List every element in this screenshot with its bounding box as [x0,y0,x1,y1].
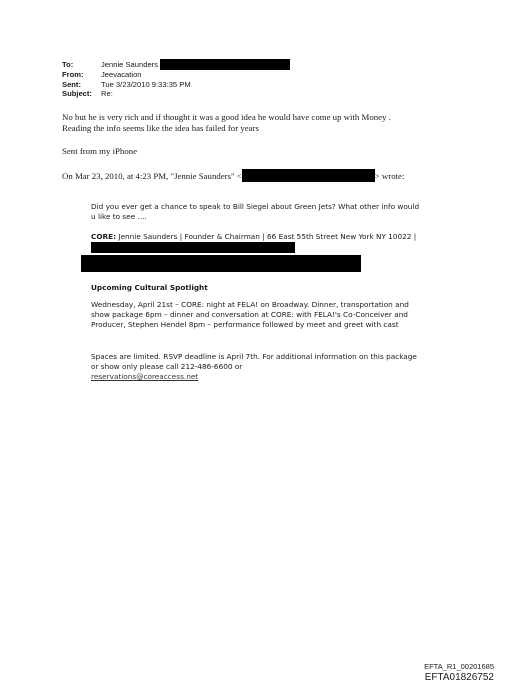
reply-line-2: Reading the info seems like the idea has failed for years [62,123,259,133]
sent-value: Tue 3/23/2010 9:33:35 PM [101,79,191,89]
quote-intro-text: On Mar 23, 2010, at 4:23 PM, "Jennie Saunders" < [62,171,242,181]
reservations-email-link[interactable]: reservations@coreaccess.net [91,372,199,381]
redaction-box [81,255,361,272]
signature-details: Jennie Saunders | Founder & Chairman | 66 East 55th Street New York NY 10022 | [116,232,417,241]
redaction-box [160,59,290,70]
signature-company: CORE: [91,232,117,241]
reply-line-1: No but he is very rich and if thought it was a good idea he would have come up with Money . [62,112,391,122]
subject-label: Subject: [62,89,92,99]
subject-row [62,89,290,99]
event-details: Wednesday, April 21st – CORE: night at FELA! on Broadway. Dinner, transportation and show package 6pm – dinner and conversation at CORE: with FELA!'s Co-Conceiver and Producer, Stephen Hendel 8pm – performance followed by meet and greet with cast [91,300,409,329]
sent-from-line: Sent from my iPhone [62,146,138,156]
redaction-box [242,169,375,182]
spaces-text: Spaces are limited. RSVP deadline is April 7th. For additional information on this package or show only please call 212-486-6600 or [91,352,417,371]
spaces-info [91,352,421,382]
quote-intro-line [62,169,492,182]
from-label: From: [62,70,84,79]
sent-label: Sent: [62,79,81,89]
from-value: Jeevacation [101,70,142,79]
to-value: Jennie Saunders [101,60,158,69]
to-row [62,60,290,70]
email-header [62,60,290,99]
signature-block [91,232,421,254]
quote-wrote-text: > wrote: [374,171,405,181]
subject-value: Re: [101,89,113,99]
sent-row [62,80,290,90]
spotlight-title: Upcoming Cultural Spotlight [91,283,208,292]
bates-id-1: EFTA_R1_00201685 [424,662,494,671]
reply-body [62,112,482,134]
to-label: To: [62,60,74,69]
from-row [62,70,290,80]
quoted-question: Did you ever get a chance to speak to Bill Siegel about Green Jets? What other info would u like to see .... [91,202,420,221]
bates-id-2: EFTA01826752 [424,672,494,683]
redaction-box [91,242,295,253]
